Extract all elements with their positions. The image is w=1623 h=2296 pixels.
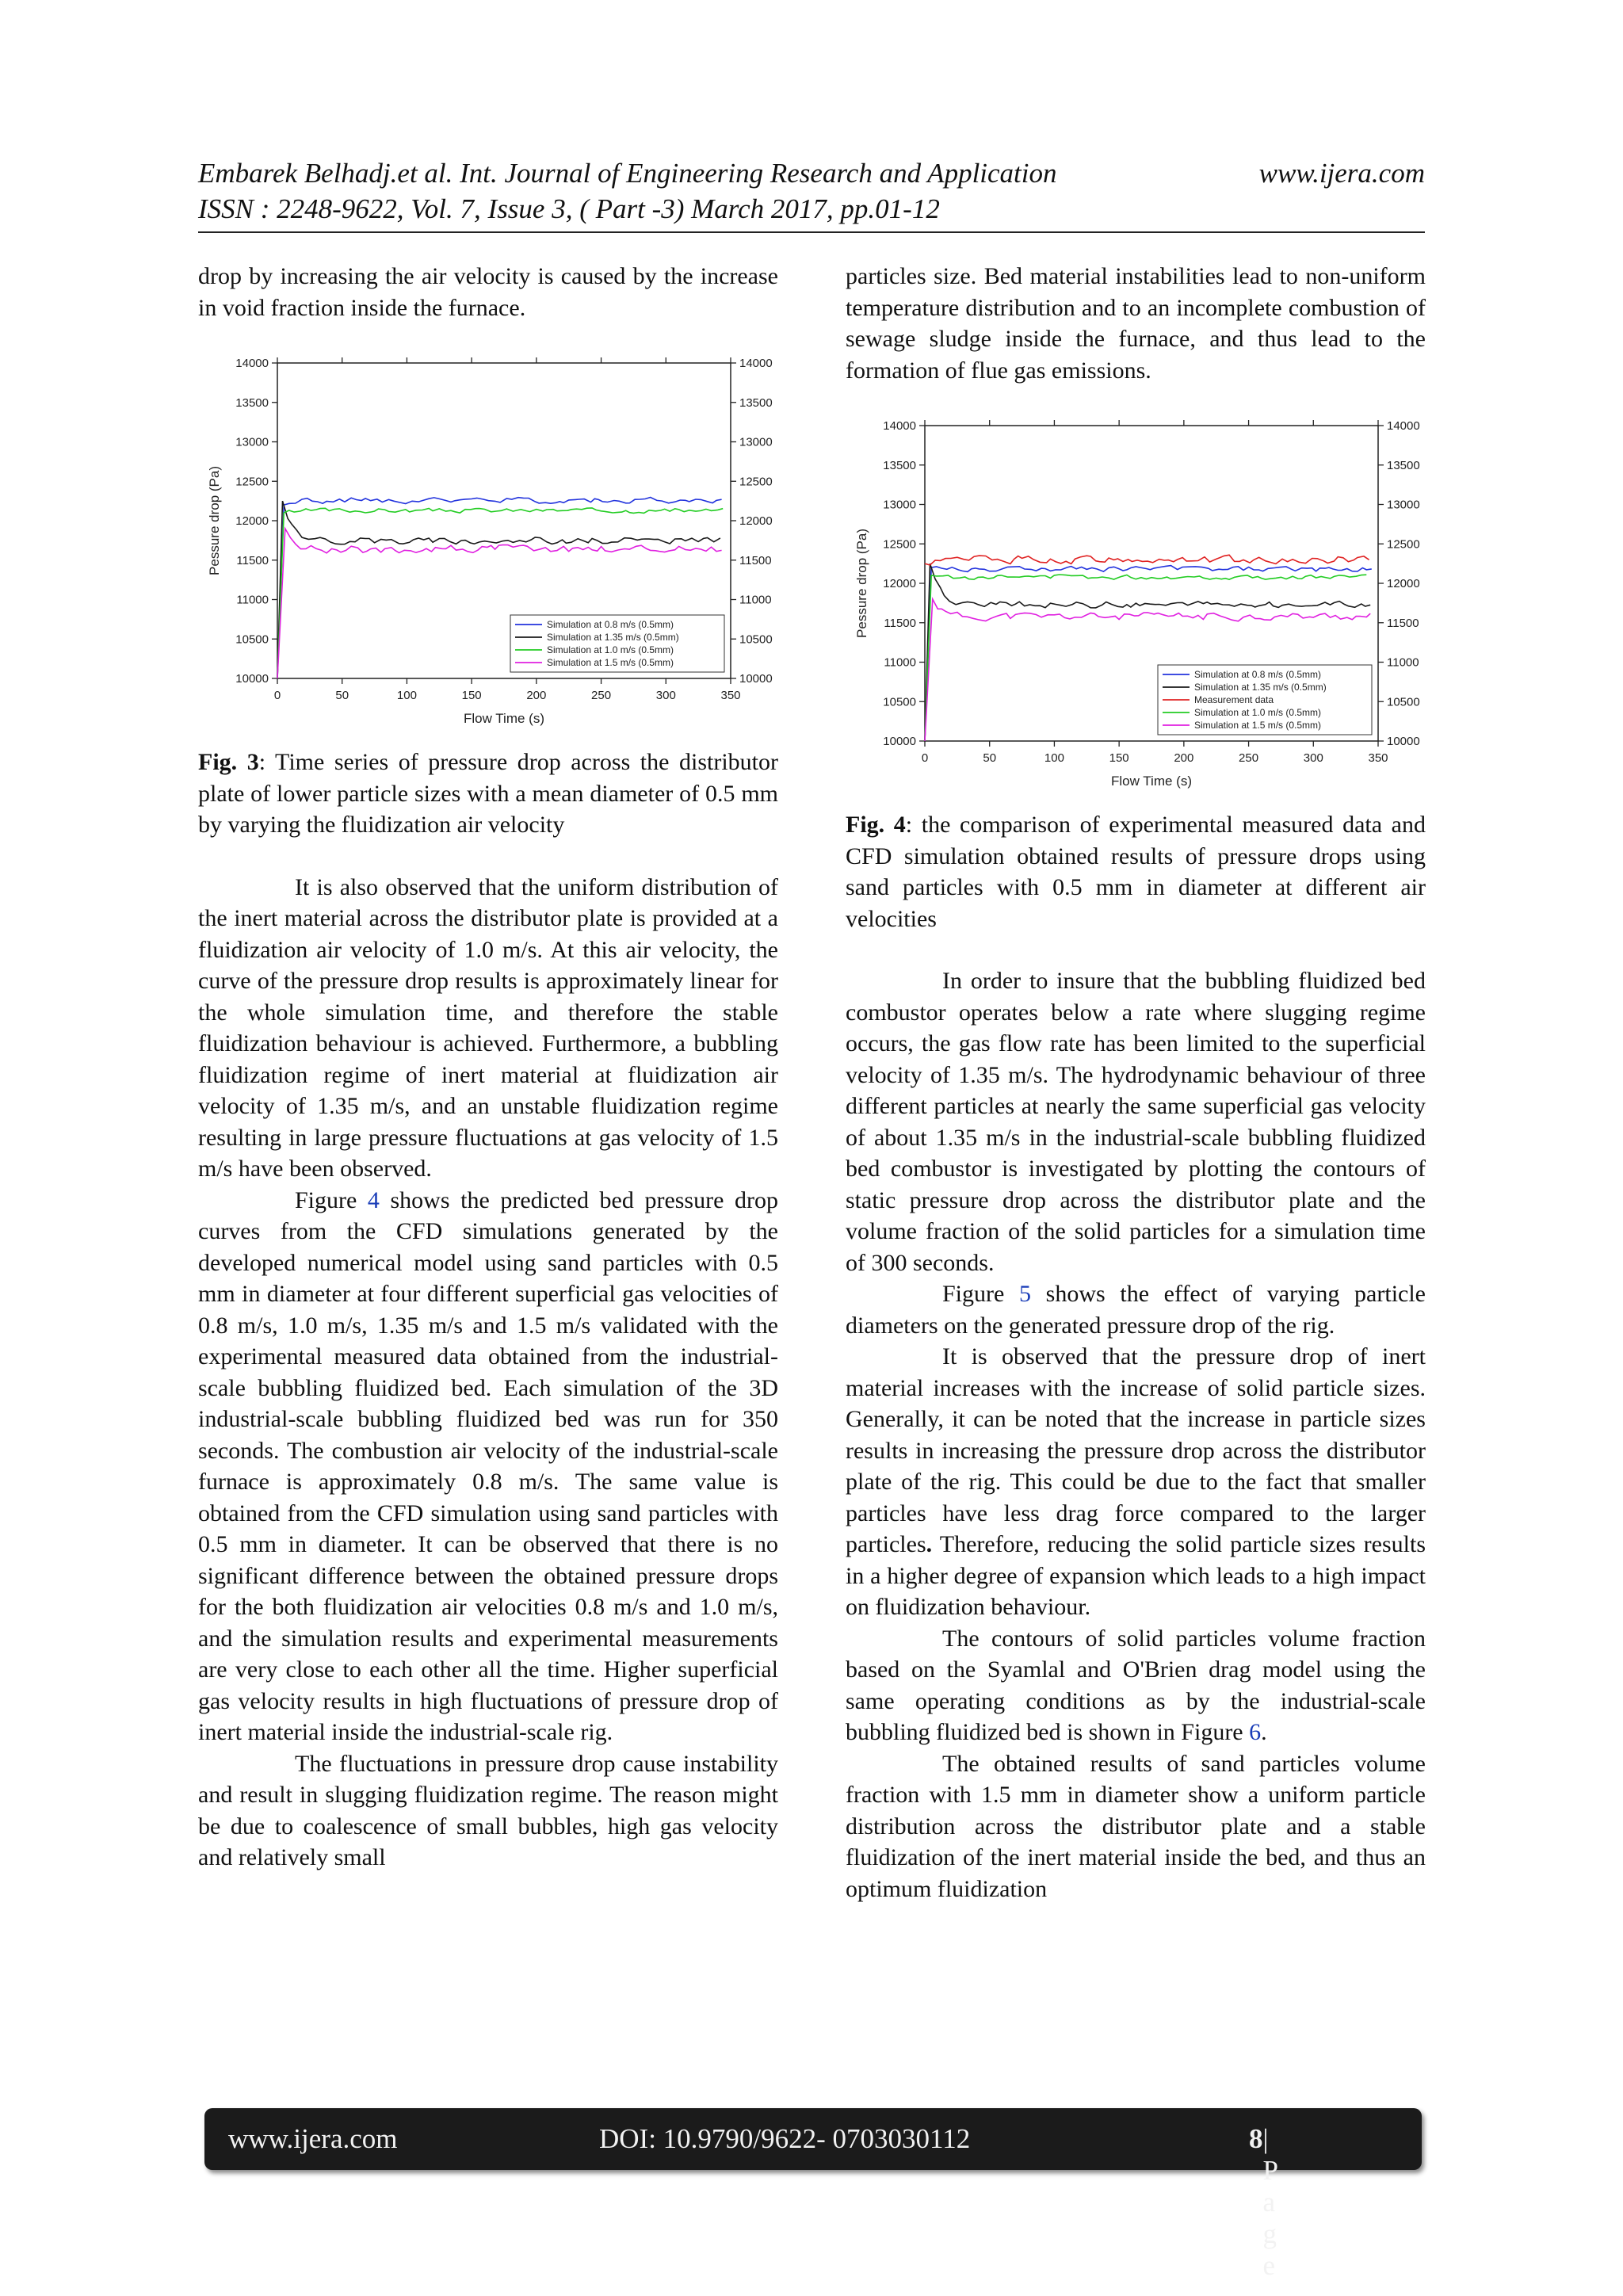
x-tick-label: 150 <box>1109 751 1129 765</box>
header-issn: ISSN : 2248-9622, Vol. 7, Issue 3, ( Part -3) March 2017, pp.01-12 <box>198 193 940 224</box>
right-intro-paragraph: particles size. Bed material instabilities lead to non-uniform temperature distribution and to an incomplete combustion of sewage sludge inside the furnace, and thus lead to the formation of flue gas emissions. <box>846 263 1426 384</box>
y-tick-label-right: 13500 <box>739 395 773 410</box>
y-tick-label: 12000 <box>235 514 269 528</box>
y-tick-label-right: 14000 <box>739 357 773 370</box>
figure-4-chart <box>846 403 1426 800</box>
y-tick-label-right: 12000 <box>739 514 773 528</box>
y-tick-label: 11000 <box>236 593 269 607</box>
figure-5-link[interactable]: 5 <box>1019 1281 1031 1307</box>
y-tick-label: 13500 <box>883 458 916 472</box>
figure-3-chart <box>198 341 778 737</box>
y-tick-label-right: 11000 <box>739 593 772 607</box>
y-tick-label: 13000 <box>235 435 269 449</box>
header-website[interactable]: www.ijera.com <box>1258 158 1425 189</box>
y-tick-label-right: 13000 <box>739 435 773 449</box>
x-tick-label: 100 <box>1044 751 1064 765</box>
header-citation: Embarek Belhadj.et al. Int. Journal of Engineering Research and Application <box>198 158 1057 189</box>
right-column <box>846 261 1426 1904</box>
header-rule <box>198 231 1425 233</box>
right-paragraph-5: The obtained results of sand particles volume fraction with 1.5 mm in diameter show a uniform particle distribution across the distributor plate and a stable fluidization of the inert material inside the bed, and thus an optimum fluidization <box>846 1750 1426 1902</box>
left-paragraph-1: It is also observed that the uniform distribution of the inert material across the distributor plate is provided at a fluidization air velocity of 1.0 m/s. At this air velocity, the curve of the pressure drop results is approximately linear for the whole simulation time, and therefore the stable fluidization behaviour is achieved. Furthermore, a bubbling fluidization regime of inert material at fluidization air velocity of 1.35 m/s, and an unstable fluidization regime resulting in large pressure fluctuations at gas velocity of 1.5 m/s have been observed. <box>198 873 778 1182</box>
y-tick-label: 12500 <box>235 475 269 489</box>
x-tick-label: 350 <box>1368 751 1388 765</box>
y-tick-label-right: 11000 <box>1387 655 1419 670</box>
y-tick-label-right: 13000 <box>1387 498 1420 512</box>
y-tick-label: 13500 <box>235 395 269 410</box>
y-tick-label: 10500 <box>883 695 916 709</box>
left-intro-paragraph: drop by increasing the air velocity is caused by the increase in void fraction inside the furnace. <box>198 263 778 321</box>
y-tick-label: 12500 <box>883 537 916 552</box>
y-tick-label-right: 12500 <box>739 475 773 489</box>
legend-entry: Simulation at 1.35 m/s (0.5mm) <box>547 632 679 643</box>
y-tick-label-right: 10000 <box>739 672 773 686</box>
y-tick-label-right: 10500 <box>1387 695 1420 709</box>
y-tick-label-right: 11500 <box>1387 616 1419 630</box>
x-tick-label: 150 <box>461 689 482 702</box>
figure-4-caption: Fig. 4: the comparison of experimental measured data and CFD simulation obtained results of pressure drops using sand particles with 0.5 mm in diameter at different air velocities <box>846 812 1426 932</box>
right-paragraph-3: It is observed that the pressure drop of inert material increases with the increase of solid particle sizes. Generally, it can be noted that the increase in particle sizes results in increasing the pressure drop across the distributor plate of the rig. This could be due to the fact that smaller particles have less drag force compared to the larger particles. Therefore, reducing the solid particle sizes results in a higher degree of expansion which leads to a high impact on fluidization behaviour. <box>846 1343 1426 1620</box>
y-tick-label: 13000 <box>883 498 916 512</box>
right-paragraph-1: In order to insure that the bubbling fluidized bed combustor operates below a rate where slugging regime occurs, the gas flow rate has been limited to the superficial velocity of 1.35 m/s. The hydrodynamic behaviour of three different particles at nearly the same superficial gas velocity of about 1.35 m/s in the industrial-scale bubbling fluidized bed combustor is investigated by plotting the contours of static pressure drop across the distributor plate and the volume fraction of the solid particles for a simulation time of 300 seconds. <box>846 968 1426 1276</box>
legend-entry: Measurement data <box>1194 694 1274 705</box>
right-paragraph-4: The contours of solid particles volume fraction based on the Syamlal and O'Brien drag model using the same operating conditions as by the industrial-scale bubbling fluidized bed is shown in Figure 6. <box>846 1625 1426 1745</box>
page-header <box>198 155 1425 227</box>
figure-6-link[interactable]: 6 <box>1249 1719 1262 1745</box>
figure-4 <box>846 403 1426 800</box>
y-tick-label: 11500 <box>884 616 916 630</box>
y-tick-label-right: 12500 <box>1387 537 1420 552</box>
legend-entry: Simulation at 0.8 m/s (0.5mm) <box>547 619 674 630</box>
x-tick-label: 0 <box>273 689 281 702</box>
x-tick-label: 250 <box>1239 751 1259 765</box>
right-paragraph-2: Figure 5 shows the effect of varying particle diameters on the generated pressure drop of the rig. <box>846 1281 1426 1339</box>
y-tick-label-right: 13500 <box>1387 458 1420 472</box>
y-tick-label: 14000 <box>235 357 269 370</box>
figure-3-caption: Fig. 3: Time series of pressure drop across the distributor plate of lower particle sizes with a mean diameter of 0.5 mm by varying the fluidization air velocity <box>198 749 778 838</box>
figure-3 <box>198 341 778 737</box>
legend-entry: Simulation at 1.5 m/s (0.5mm) <box>1194 720 1322 731</box>
legend-entry: Simulation at 1.35 m/s (0.5mm) <box>1194 682 1327 693</box>
x-tick-label: 200 <box>1174 751 1194 765</box>
y-tick-label: 10000 <box>235 672 269 686</box>
left-paragraph-2: Figure 4 shows the predicted bed pressure drop curves from the CFD simulations generated by the developed numerical model using sand particles with 0.5 mm in diameter at four different superficial gas velocities of 0.8 m/s, 1.0 m/s, 1.35 m/s and 1.5 m/s validated with the experimental measured data obtained from the industrial-scale bubbling fluidized bed. Each simulation of the 3D industrial-scale bubbling fluidized bed was run for 350 seconds. The combustion air velocity of the industrial-scale furnace is approximately 0.8 m/s. The same value is obtained from the CFD simulation using sand particles with 0.5 mm in diameter. It can be observed that there is no significant difference between the obtained pressure drops for the both fluidization air velocities 0.8 m/s and 1.0 m/s, and the simulation results and experimental measurements are very close to each other all the time. Higher superficial gas velocity results in high fluctuations of pressure drop of inert material inside the industrial-scale rig. <box>198 1186 778 1745</box>
y-tick-label-right: 10000 <box>1387 735 1420 748</box>
y-tick-label-right: 11500 <box>739 553 772 567</box>
x-tick-label: 0 <box>921 751 929 765</box>
y-tick-label: 10500 <box>235 632 269 647</box>
x-tick-label: 200 <box>526 689 547 702</box>
y-tick-label: 11000 <box>884 655 916 670</box>
y-tick-label: 11500 <box>236 553 269 567</box>
x-tick-label: 50 <box>983 751 997 765</box>
y-tick-label-right: 14000 <box>1387 419 1420 433</box>
page-footer <box>204 2108 1422 2281</box>
footer-website[interactable]: www.ijera.com <box>228 2123 398 2154</box>
series-line <box>925 555 1369 565</box>
left-paragraph-3: The fluctuations in pressure drop cause instability and result in slugging fluidization regime. The reason might be due to coalescence of small bubbles, high gas velocity and relatively small <box>198 1750 778 1870</box>
legend-entry: Simulation at 1.5 m/s (0.5mm) <box>547 657 674 668</box>
x-tick-label: 250 <box>591 689 612 702</box>
y-axis-label: Pessure drop (Pa) <box>854 529 869 638</box>
x-tick-label: 100 <box>396 689 417 702</box>
figure-3-label: Fig. 3 <box>198 749 259 775</box>
left-column <box>198 261 778 1874</box>
figure-4-label: Fig. 4 <box>846 812 906 838</box>
x-tick-label: 300 <box>655 689 676 702</box>
figure-4-link[interactable]: 4 <box>367 1186 380 1213</box>
legend-entry: Simulation at 0.8 m/s (0.5mm) <box>1194 669 1322 680</box>
x-axis-label: Flow Time (s) <box>1111 774 1192 789</box>
x-tick-label: 300 <box>1303 751 1323 765</box>
y-axis-label: Pessure drop (Pa) <box>207 466 222 575</box>
y-tick-label-right: 10500 <box>739 632 773 647</box>
y-tick-label: 14000 <box>883 419 916 433</box>
footer-doi: DOI: 10.9790/9622- 0703030112 <box>599 2123 971 2154</box>
y-tick-label-right: 12000 <box>1387 577 1420 590</box>
y-tick-label: 12000 <box>883 577 916 590</box>
legend-entry: Simulation at 1.0 m/s (0.5mm) <box>1194 707 1322 718</box>
x-tick-label: 50 <box>335 689 349 702</box>
y-tick-label: 10000 <box>883 735 916 748</box>
footer-page-number: 8 <box>1249 2123 1263 2154</box>
x-tick-label: 350 <box>720 689 741 702</box>
footer-page: 8 | P a g e <box>1249 2123 1277 2281</box>
x-axis-label: Flow Time (s) <box>464 711 544 726</box>
legend-entry: Simulation at 1.0 m/s (0.5mm) <box>547 644 674 655</box>
